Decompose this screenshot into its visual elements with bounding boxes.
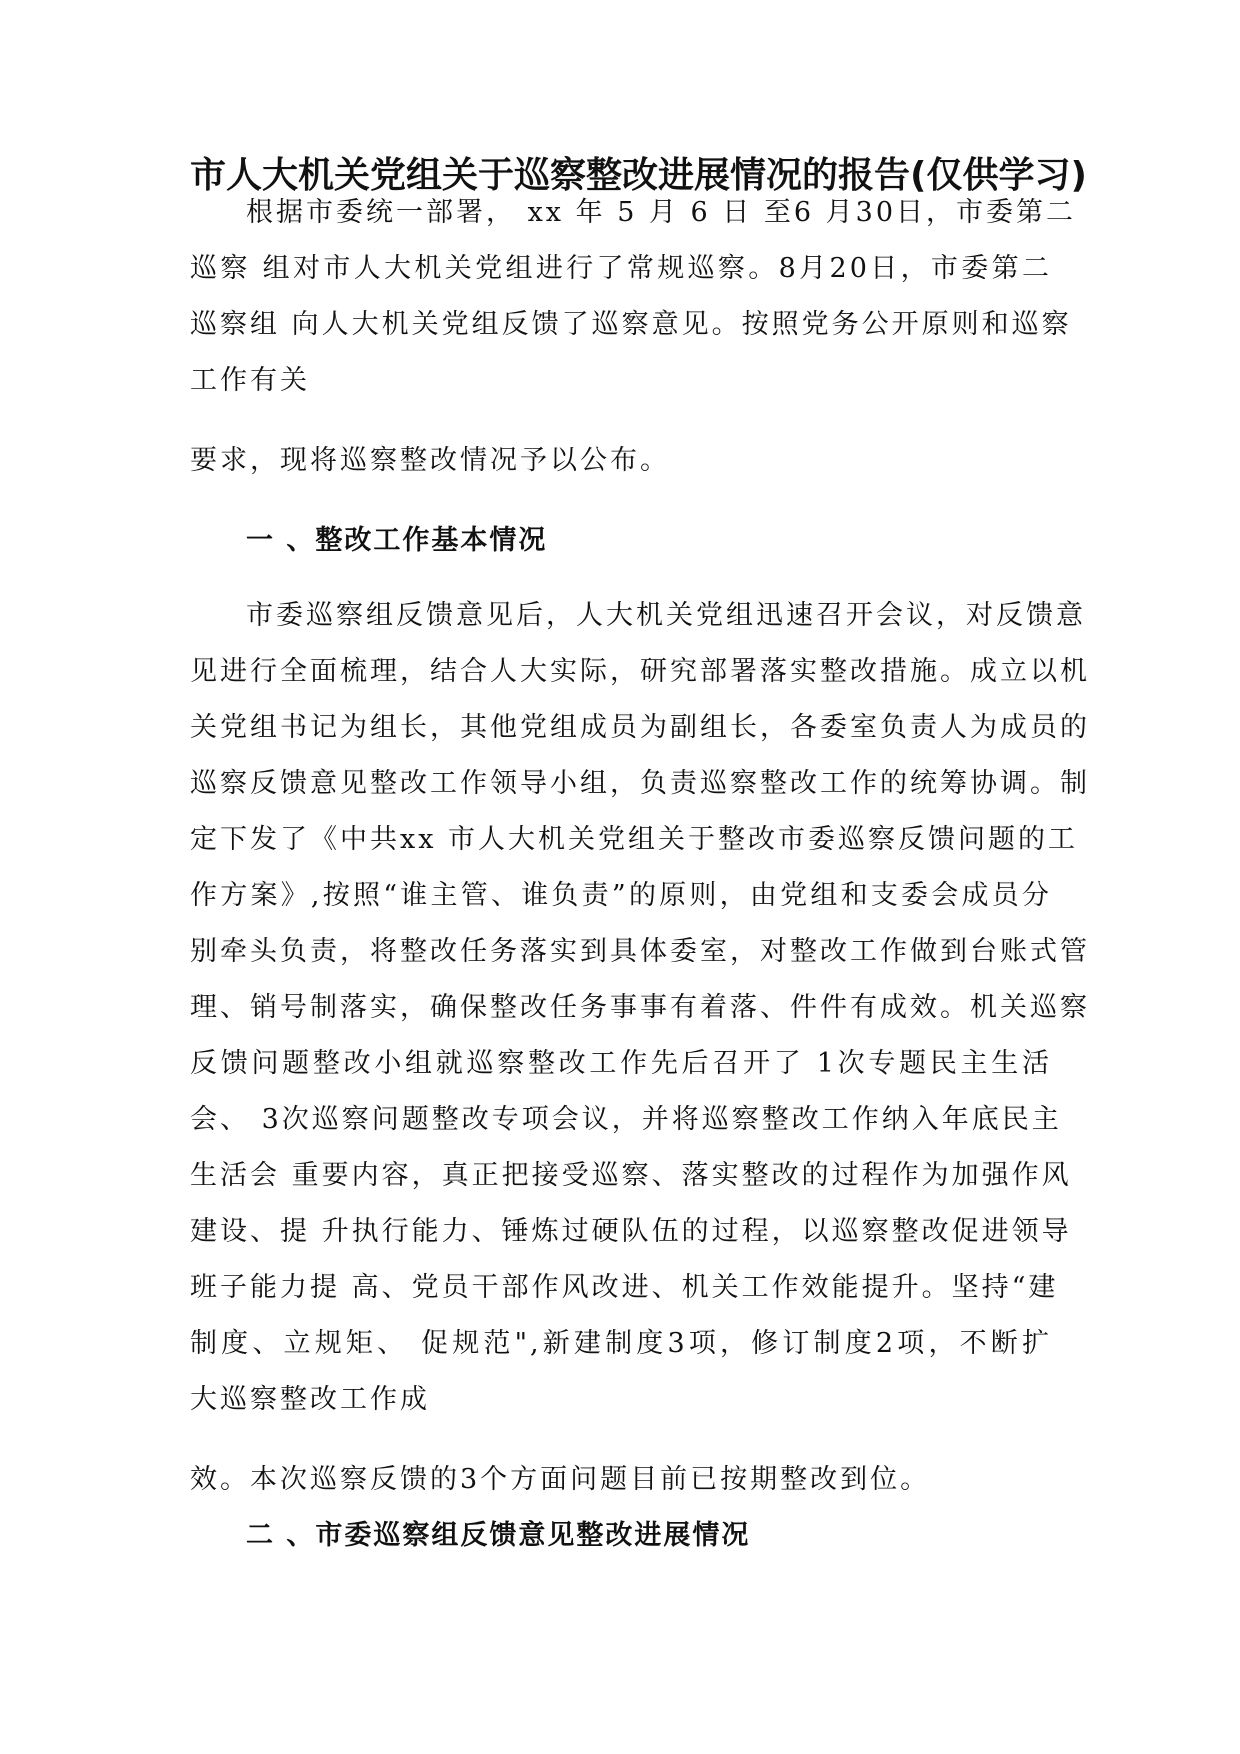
section1-line: 理、销号制落实，确保整改任务事事有着落、件件有成效。机关巡察 (190, 992, 1090, 1023)
section1-line: 巡察反馈意见整改工作领导小组，负责巡察整改工作的统筹协调。制 (190, 768, 1090, 799)
intro-line: 巡察组 向人大机关党组反馈了巡察意见。按照党务公开原则和巡察 (190, 309, 1072, 340)
intro-tail: 要求，现将巡察整改情况予以公布。 (190, 445, 670, 476)
section1-line: 班子能力提 高、党员干部作风改进、机关工作效能提升。坚持“建 (190, 1272, 1059, 1303)
document-title: 市人大机关党组关于巡察整改进展情况的报告(仅供学习) (190, 155, 1087, 196)
section1-line: 别牵头负责，将整改任务落实到具体委室，对整改工作做到台账式管 (190, 936, 1090, 967)
intro-line: 工作有关 (190, 365, 310, 396)
intro-line: 根据市委统一部署， xx 年 5 月 6 日 至6 月30日，市委第二 (246, 197, 1077, 228)
section1-tail: 效。本次巡察反馈的3个方面问题目前已按期整改到位。 (190, 1464, 931, 1495)
section1-line: 关党组书记为组长，其他党组成员为副组长，各委室负责人为成员的 (190, 712, 1090, 743)
section-heading-2: 二 、市委巡察组反馈意见整改进展情况 (246, 1520, 751, 1551)
section1-line: 制度、立规矩、 促规范",新建制度3项，修订制度2项，不断扩 (190, 1328, 1052, 1359)
section1-line: 会、 3次巡察问题整改专项会议，并将巡察整改工作纳入年底民主 (190, 1104, 1062, 1135)
section1-line: 作方案》,按照“谁主管、谁负责”的原则，由党组和支委会成员分 (190, 880, 1052, 911)
section1-line: 建设、提 升执行能力、锤炼过硬队伍的过程，以巡察整改促进领导 (190, 1216, 1072, 1247)
section-heading-1: 一 、整改工作基本情况 (246, 525, 548, 556)
section1-line: 见进行全面梳理，结合人大实际，研究部署落实整改措施。成立以机 (190, 656, 1090, 687)
section1-line: 市委巡察组反馈意见后，人大机关党组迅速召开会议，对反馈意 (246, 600, 1086, 631)
section1-line: 生活会 重要内容，真正把接受巡察、落实整改的过程作为加强作风 (190, 1160, 1072, 1191)
section1-line: 反馈问题整改小组就巡察整改工作先后召开了 1次专题民主生活 (190, 1048, 1052, 1079)
intro-line: 巡察 组对市人大机关党组进行了常规巡察。8月20日，市委第二 (190, 253, 1052, 284)
section1-line: 定下发了《中共xx 市人大机关党组关于整改市委巡察反馈问题的工 (190, 824, 1079, 855)
section1-line: 大巡察整改工作成 (190, 1384, 430, 1415)
